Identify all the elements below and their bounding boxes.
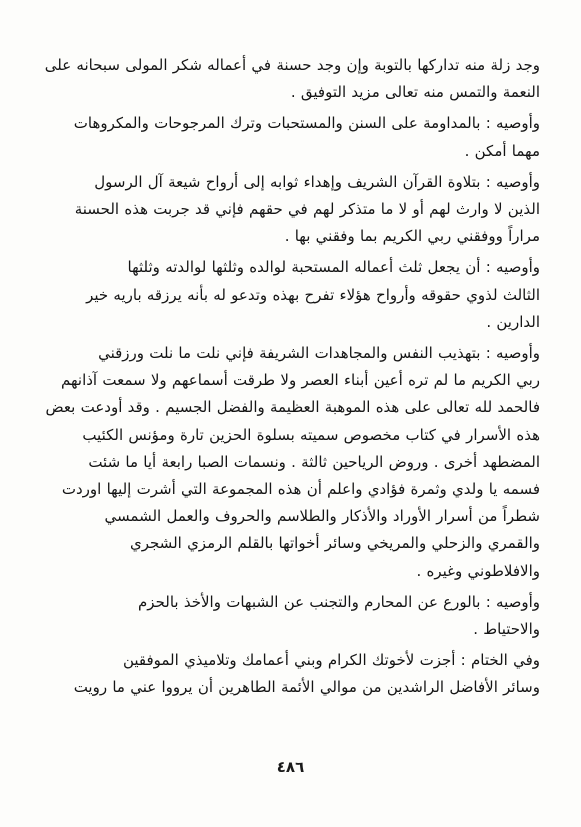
text-line: وجد زلة منه تداركها بالتوبة وإن وجد حسنة في أعماله شكر المولى سبحانه على	[44, 56, 540, 74]
text-line: والافلاطوني وغيره .	[416, 561, 540, 580]
text-line: مهما أمكن .	[464, 141, 540, 160]
text-line: وأوصيه : بالمداومة على السنن والمستحبات وترك المرجوحات والمكروهات	[73, 114, 540, 133]
text-line: الثالث لذوي حقوقه وأرواح هؤلاء تفرح بهذه وتدعو له بأنه يرزقه باريه خير	[86, 285, 540, 304]
text-line: وفي الختام : أجزت لأخوتك الكرام وبني أعمامك وتلاميذي الموفقين	[122, 651, 540, 670]
text-line: فالحمد لله تعالى على هذه الموهبة العظيمة والفضل الجسيم . وقد أودعت بعض	[45, 398, 540, 417]
paragraph-sunnah	[44, 110, 540, 164]
body-text	[44, 52, 540, 706]
paragraph-parents	[44, 254, 540, 336]
text-line: وأوصيه : أن يجعل ثلث أعماله المستحبة لوالده وثلثها لوالدته وثلثها	[127, 258, 540, 277]
text-line: ربي الكريم ما لم تره أعين أبناء العصر ولا طرقت أسماعهم ولا سمعت آذانهم	[61, 371, 540, 390]
text-line: والاحتياط .	[473, 620, 540, 639]
text-line: المضطهد أخرى . وروض الرياحين ثالثة . ونسمات الصبا رابعة أيا ما شئت	[88, 452, 540, 471]
paragraph-self-discipline	[44, 340, 540, 585]
paragraph-piety	[44, 589, 540, 643]
text-line: وأوصيه : بتلاوة القرآن الشريف وإهداء ثوابه إلى أرواح شيعة آل الرسول	[94, 172, 540, 191]
text-line: وسائر الأفاضل الراشدين من موالي الأئمة الطاهرين أن يرووا عني ما رويت	[73, 678, 540, 697]
text-line: والقمري والزحلي والمريخي وسائر أخواتها بالقلم الرمزي الشجري	[129, 534, 540, 553]
text-line: الذين لا وارث لهم أو لا ما متذكر لهم في حقهم فإني قد جربت هذه الحسنة	[74, 200, 540, 219]
text-line: وأوصيه : بالورع عن المحارم والتجنب عن الشبهات والأخذ بالحزم	[138, 592, 540, 611]
text-line: الدارين .	[486, 312, 540, 331]
text-line: النعمة والتمس منه تعالى مزيد التوفيق .	[290, 83, 540, 102]
text-line: وأوصيه : بتهذيب النفس والمجاهدات الشريفة فإني نلت ما نلت ورزقني	[98, 344, 540, 363]
paragraph-quran	[44, 169, 540, 251]
text-line: فسمه يا ولدي وثمرة فؤادي واعلم أن هذه المجموعة التي أشرت إليها اوردت	[61, 480, 540, 499]
text-line: هذه الأسرار في كتاب مخصوص سميته بسلوة الحزين تارة ومؤنس الكئيب	[82, 425, 540, 444]
paragraph-repentance	[44, 52, 540, 106]
text-line: شطراً من أسرار الأوراد والأذكار والطلاسم والحروف والعمل الشمسي	[104, 507, 540, 526]
text-line: مراراً ووفقني ربي الكريم بما وفقني بها .	[284, 227, 540, 246]
paragraph-conclusion	[44, 647, 540, 701]
page-number: ٤٨٦	[276, 758, 305, 776]
